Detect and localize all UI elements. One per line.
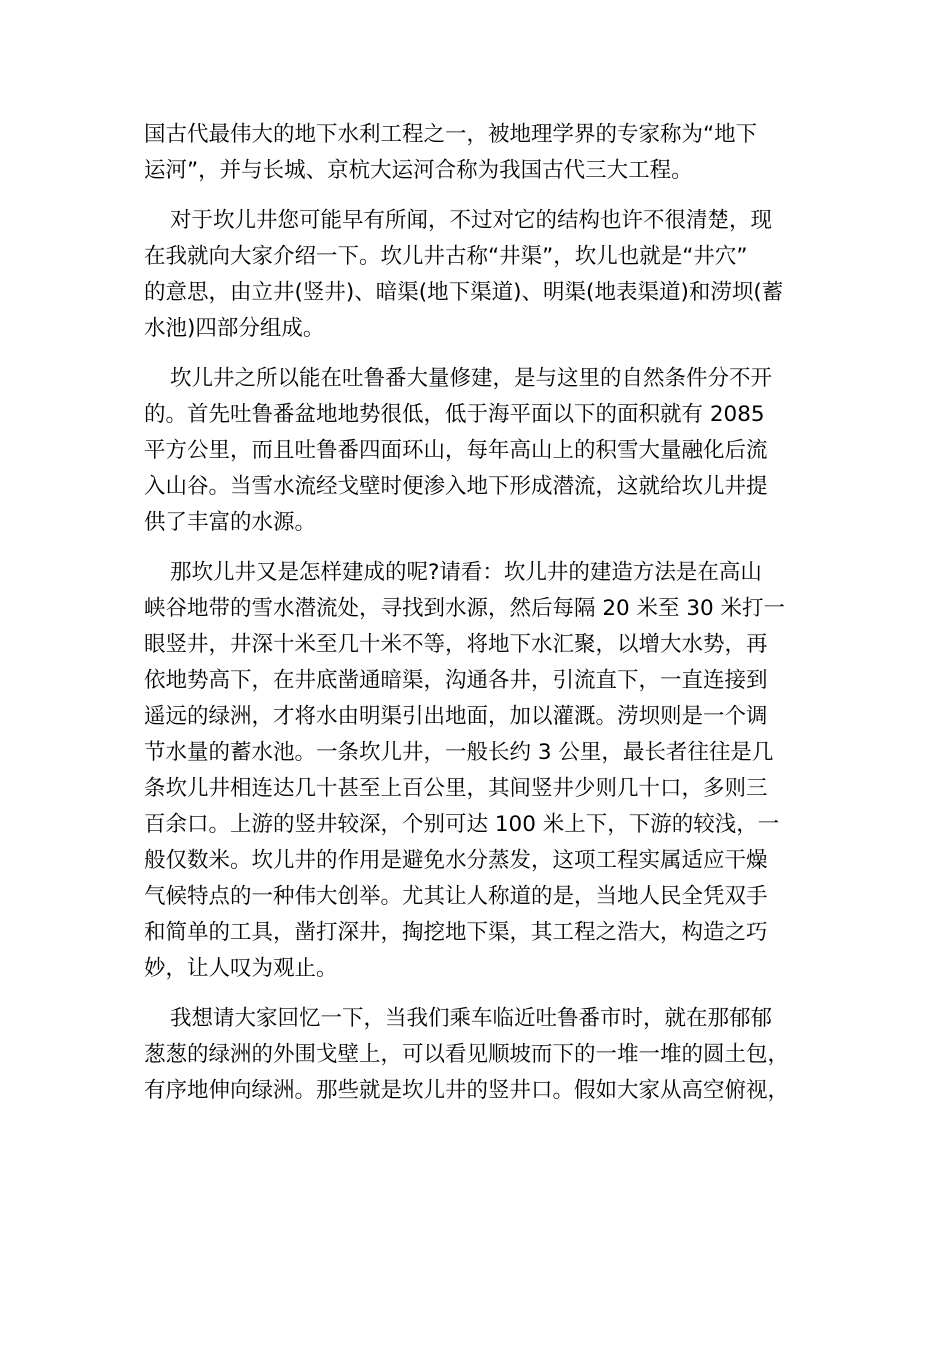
text-line: 的。首先吐鲁番盆地地势很低，低于海平面以下的面积就有 2085 — [144, 402, 765, 427]
paragraph — [144, 117, 824, 189]
paragraph — [144, 361, 824, 541]
text-line: 条坎儿井相连达几十甚至上百公里，其间竖井少则几十口，多则三 — [144, 776, 768, 801]
text-line: 气候特点的一种伟大创举。尤其让人称道的是，当地人民全凭双手 — [144, 884, 768, 909]
text-line: 和简单的工具，凿打深井，掏挖地下渠，其工程之浩大，构造之巧 — [144, 920, 768, 945]
text-line: 对于坎儿井您可能早有所闻，不过对它的结构也许不很清楚，现 — [170, 208, 773, 233]
text-line: 的意思，由立井(竖井)、暗渠(地下渠道)、明渠(地表渠道)和涝坝(蓄 — [144, 280, 784, 305]
text-line: 葱葱的绿洲的外围戈壁上，可以看见顺坡而下的一堆一堆的圆土包， — [144, 1042, 790, 1067]
text-line: 平方公里，而且吐鲁番四面环山，每年高山上的积雪大量融化后流 — [144, 438, 768, 463]
text-line: 在我就向大家介绍一下。坎儿井古称“井渠”，坎儿也就是“井穴” — [144, 244, 748, 269]
text-line: 水池)四部分组成。 — [144, 316, 325, 341]
text-line: 那坎儿井又是怎样建成的呢?请看：坎儿井的建造方法是在高山 — [170, 560, 762, 585]
paragraph — [144, 203, 824, 347]
text-line: 运河”，并与长城、京杭大运河合称为我国古代三大工程。 — [144, 158, 693, 183]
text-line: 有序地伸向绿洲。那些就是坎儿井的竖井口。假如大家从高空俯视， — [144, 1078, 790, 1103]
text-line: 遥远的绿洲，才将水由明渠引出地面，加以灌溉。涝坝则是一个调 — [144, 704, 768, 729]
document-page — [144, 117, 824, 1123]
text-line: 般仅数米。坎儿井的作用是避免水分蒸发，这项工程实属适应干燥 — [144, 848, 768, 873]
text-line: 眼竖井，井深十米至几十米不等，将地下水汇聚，以增大水势，再 — [144, 632, 768, 657]
text-line: 妙，让人叹为观止。 — [144, 956, 338, 981]
text-line: 我想请大家回忆一下，当我们乘车临近吐鲁番市时，就在那郁郁 — [170, 1006, 773, 1031]
paragraph — [144, 555, 824, 987]
text-line: 入山谷。当雪水流经戈壁时便渗入地下形成潜流，这就给坎儿井提 — [144, 474, 768, 499]
text-line: 百余口。上游的竖井较深，个别可达 100 米上下，下游的较浅，一 — [144, 812, 780, 837]
text-line: 依地势高下，在井底凿通暗渠，沟通各井，引流直下，一直连接到 — [144, 668, 768, 693]
text-line: 国古代最伟大的地下水利工程之一，被地理学界的专家称为“地下 — [144, 122, 758, 147]
paragraph — [144, 1001, 824, 1109]
text-line: 供了丰富的水源。 — [144, 510, 317, 535]
text-line: 峡谷地带的雪水潜流处，寻找到水源，然后每隔 20 米至 30 米打一 — [144, 596, 786, 621]
text-line: 节水量的蓄水池。一条坎儿井，一般长约 3 公里，最长者往往是几 — [144, 740, 774, 765]
text-line: 坎儿井之所以能在吐鲁番大量修建，是与这里的自然条件分不开 — [170, 366, 773, 391]
